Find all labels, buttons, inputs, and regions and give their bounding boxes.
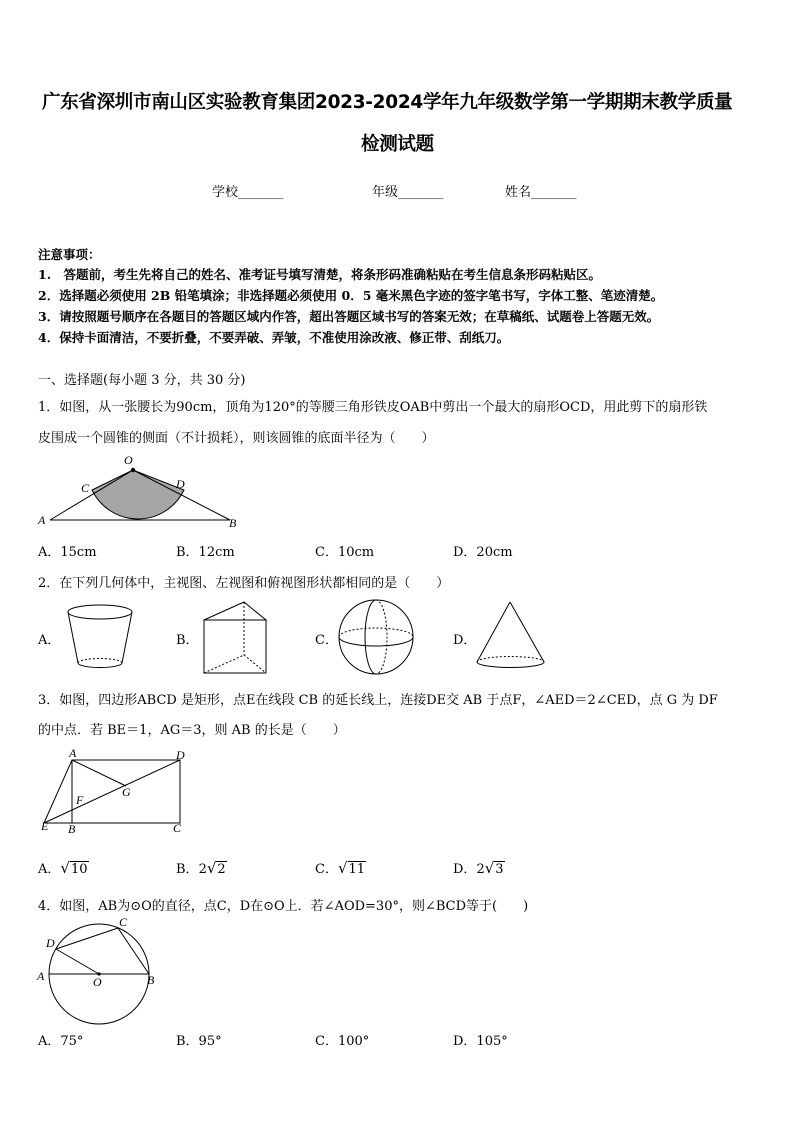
label-a: A [38, 513, 46, 527]
q2-option-c[interactable]: C． [315, 633, 338, 648]
q1-figure [36, 450, 246, 532]
truncated-cone-figure [62, 600, 142, 670]
sector-ocd [92, 470, 184, 519]
q4-option-d[interactable]: D．105° [453, 1034, 508, 1049]
q3-option-b[interactable]: B．2√2 [176, 859, 226, 877]
triangular-prism-figure [198, 600, 278, 676]
label-b: B [68, 822, 76, 836]
q2-option-d[interactable]: D． [453, 633, 477, 648]
label-b: B [147, 973, 155, 987]
q3-option-d[interactable]: D．2√3 [453, 859, 504, 877]
sqrt-icon: √ [484, 859, 495, 877]
q4-option-b[interactable]: B．95° [176, 1034, 222, 1049]
label-d: D [176, 477, 185, 491]
q4-text: 4．如图，AB为⊙O的直径，点C，D在⊙O上．若∠AOD=30°，则∠BCD等于( ) [38, 899, 529, 914]
q4-figure [34, 915, 164, 1030]
label-b: B [229, 516, 237, 530]
name-field: 姓名_______ [505, 185, 577, 200]
q3-figure [36, 748, 196, 838]
section-title: 一、选择题(每小题 3 分，共 30 分) [38, 373, 246, 388]
cone-figure [474, 600, 550, 672]
q3-text: 3．如图，四边形ABCD 是矩形，点E在线段 CB 的延长线上，连接DE交 AB 于点F，∠AED＝2∠CED，点 G 为 DF [38, 693, 718, 708]
note-item: 3．请按照题号顺序在各题目的答题区域内作答，超出答题区域书写的答案无效；在草稿纸、试题卷上答题无效。 [38, 309, 660, 324]
q1-option-a[interactable]: A．15cm [38, 545, 97, 560]
sqrt-icon: √ [206, 859, 217, 877]
sqrt-icon: √ [60, 859, 70, 877]
q2-text: 2．在下列几何体中，主视图、左视图和俯视图形状都相同的是（ ） [38, 576, 450, 591]
q1-text: 1．如图，从一张腰长为90cm，顶角为120°的等腰三角形铁皮OAB中剪出一个最大的扇形OCD，用此剪下的扇形铁 [38, 400, 708, 415]
q4-option-a[interactable]: A．75° [38, 1034, 84, 1049]
notes-heading: 注意事项： [38, 247, 101, 262]
q3-option-c[interactable]: C．√11 [315, 859, 366, 877]
q1-text-2: 皮围成一个圆锥的侧面（不计损耗），则该圆锥的底面半径为（ ） [38, 431, 435, 446]
label-c: C [173, 821, 182, 835]
label-d: D [46, 936, 55, 950]
q1-option-c[interactable]: C．10cm [315, 545, 375, 560]
label-d: D [176, 748, 185, 762]
q2-option-b[interactable]: B． [176, 633, 199, 648]
q3-text-2: 的中点．若 BE＝1，AG＝3，则 AB 的长是（ ） [38, 723, 346, 738]
label-a: A [37, 969, 45, 983]
note-item: 1. 答题前，考生先将自己的姓名、准考证号填写清楚，将条形码准确粘贴在考生信息条形码粘贴区。 [38, 267, 602, 282]
q1-option-b[interactable]: B．12cm [176, 545, 235, 560]
school-field: 学校_______ [212, 185, 284, 200]
q2-option-a[interactable]: A． [38, 633, 61, 648]
sphere-figure [336, 598, 418, 678]
note-item: 2．选择题必须使用 2B 铅笔填涂；非选择题必须使用 0．5 毫米黑色字迹的签字笔书写，字体工整、笔迹清楚。 [38, 288, 664, 303]
label-f: F [76, 793, 84, 807]
point-o [131, 468, 135, 472]
label-o: O [124, 453, 133, 467]
q3-option-a[interactable]: A．√10 [38, 859, 88, 877]
sqrt-icon: √ [337, 859, 348, 877]
label-c: C [81, 481, 90, 495]
label-g: G [122, 785, 131, 799]
note-item: 4．保持卡面清洁，不要折叠，不要弄破、弄皱，不准使用涂改液、修正带、刮纸刀。 [38, 330, 510, 345]
label-a: A [69, 746, 77, 760]
label-e: E [41, 819, 49, 833]
q1-option-d[interactable]: D．20cm [453, 545, 513, 560]
label-o: O [93, 975, 102, 989]
page-title-line2: 检测试题 [361, 134, 434, 155]
q4-option-c[interactable]: C．100° [315, 1034, 370, 1049]
grade-field: 年级_______ [372, 185, 444, 200]
page-title: 广东省深圳市南山区实验教育集团2023-2024学年九年级数学第一学期期末教学质量 [42, 92, 733, 113]
label-c: C [119, 915, 128, 929]
